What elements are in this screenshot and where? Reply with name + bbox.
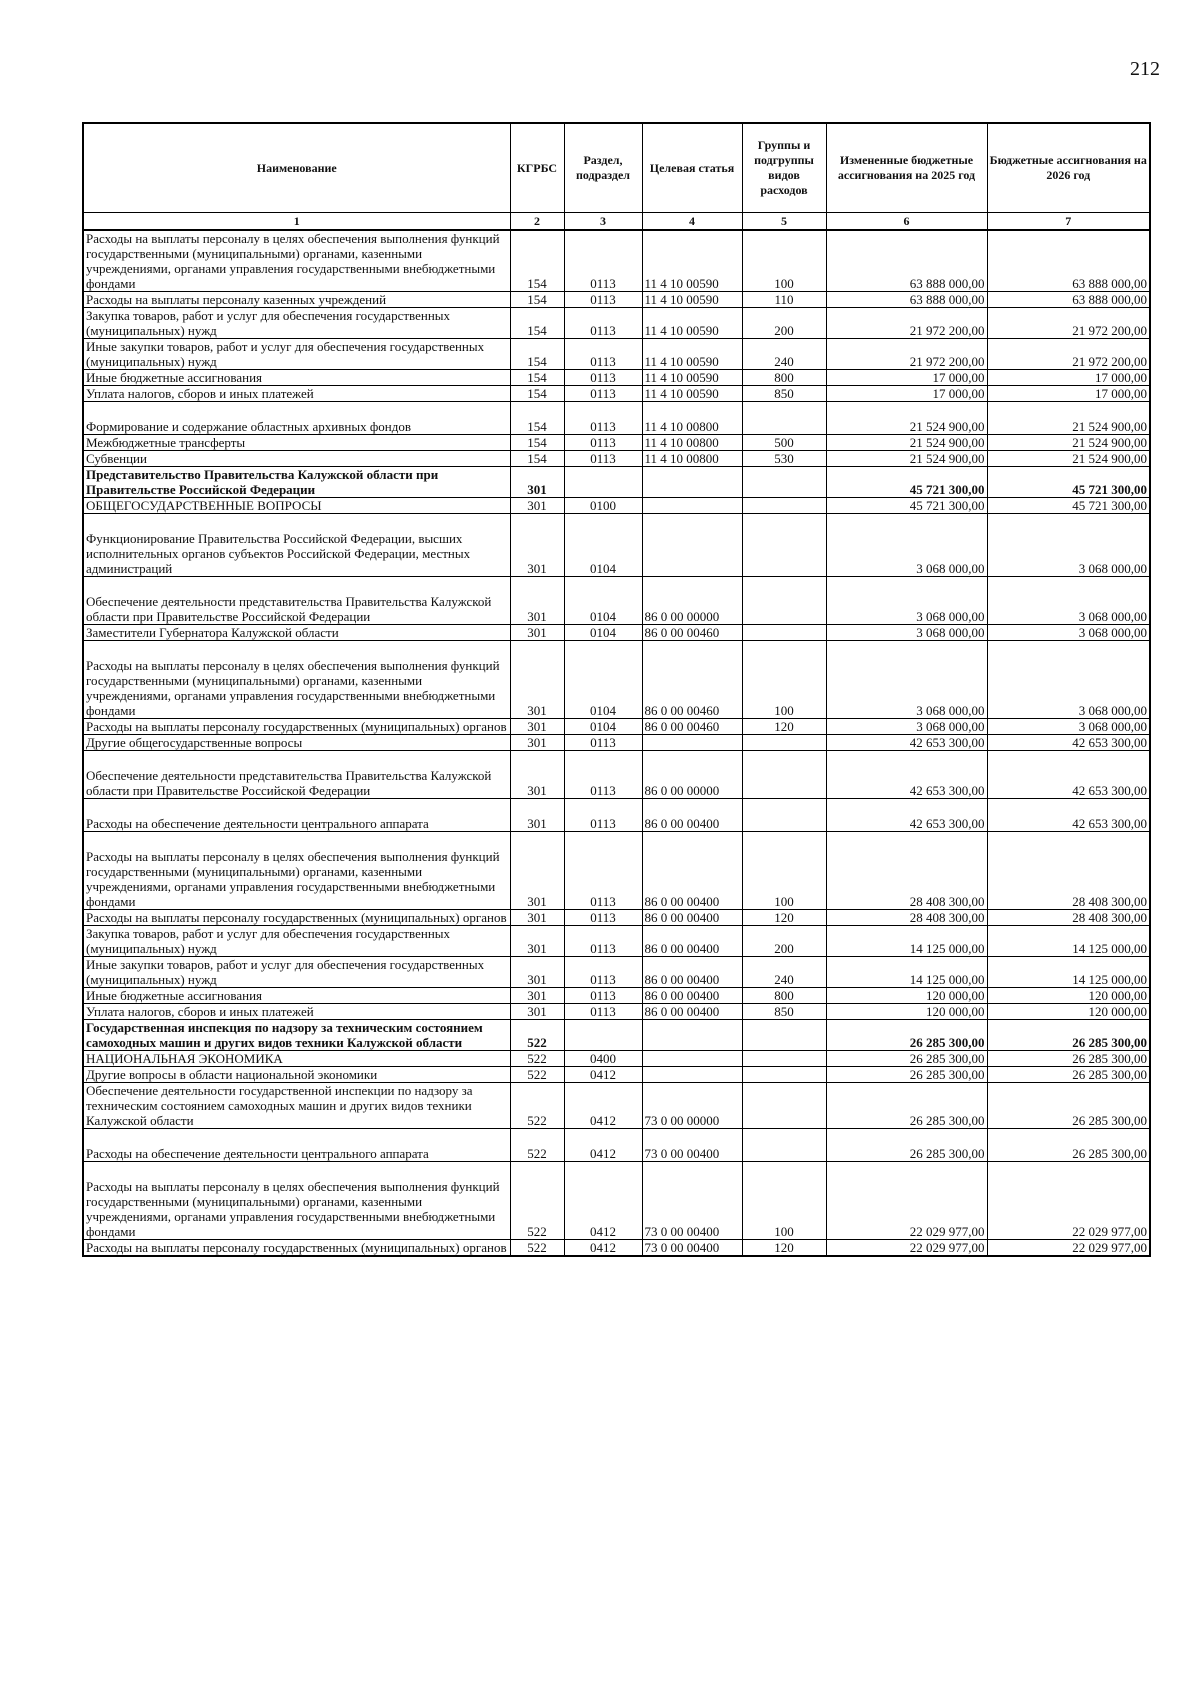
table-row (83, 230, 1150, 292)
row-target-cell: 11 4 10 00590 (642, 230, 742, 292)
row-sum-2026-cell: 26 285 300,00 (987, 1129, 1150, 1162)
table-row (83, 339, 1150, 370)
table-row (83, 832, 1150, 910)
row-sum-2025-cell: 26 285 300,00 (826, 1067, 987, 1083)
table-row (83, 402, 1150, 435)
row-kgrbs-cell: 154 (510, 402, 564, 435)
row-group-cell: 120 (742, 1240, 826, 1257)
row-sum-2026-cell: 42 653 300,00 (987, 751, 1150, 799)
row-section-cell: 0412 (564, 1240, 642, 1257)
row-kgrbs-cell: 301 (510, 910, 564, 926)
row-kgrbs-cell: 301 (510, 625, 564, 641)
row-section-cell: 0412 (564, 1067, 642, 1083)
table-row (83, 1020, 1150, 1051)
row-sum-2025-cell: 17 000,00 (826, 370, 987, 386)
row-sum-2026-cell: 120 000,00 (987, 1004, 1150, 1020)
row-target-cell: 11 4 10 00590 (642, 308, 742, 339)
row-name-cell: Обеспечение деятельности государственной инспекции по надзору за техническим состоянием самоходных машин и других видов техники Калужской области (83, 1083, 510, 1129)
row-section-cell (564, 1020, 642, 1051)
row-name-cell: Иные закупки товаров, работ и услуг для обеспечения государственных (муниципальных) нужд (83, 957, 510, 988)
header-group: Группы и подгруппы видов расходов (742, 123, 826, 213)
row-sum-2026-cell: 21 972 200,00 (987, 339, 1150, 370)
row-group-cell (742, 625, 826, 641)
row-sum-2026-cell: 22 029 977,00 (987, 1162, 1150, 1240)
row-target-cell: 73 0 00 00400 (642, 1162, 742, 1240)
row-target-cell (642, 467, 742, 498)
row-sum-2026-cell: 26 285 300,00 (987, 1083, 1150, 1129)
row-target-cell: 86 0 00 00400 (642, 957, 742, 988)
row-target-cell: 86 0 00 00460 (642, 641, 742, 719)
row-sum-2025-cell: 42 653 300,00 (826, 735, 987, 751)
row-section-cell: 0113 (564, 292, 642, 308)
row-section-cell: 0113 (564, 1004, 642, 1020)
row-kgrbs-cell: 301 (510, 641, 564, 719)
table-row (83, 1083, 1150, 1129)
table-row (83, 735, 1150, 751)
header-sum-2026: Бюджетные ассигнования на 2026 год (987, 123, 1150, 213)
row-sum-2025-cell: 17 000,00 (826, 386, 987, 402)
header-target: Целевая статья (642, 123, 742, 213)
row-kgrbs-cell: 301 (510, 577, 564, 625)
row-section-cell: 0113 (564, 957, 642, 988)
row-target-cell: 86 0 00 00400 (642, 1004, 742, 1020)
table-row (83, 625, 1150, 641)
row-sum-2026-cell: 17 000,00 (987, 370, 1150, 386)
row-sum-2026-cell: 26 285 300,00 (987, 1051, 1150, 1067)
row-name-cell: Иные бюджетные ассигнования (83, 988, 510, 1004)
row-target-cell (642, 1020, 742, 1051)
table-row (83, 1004, 1150, 1020)
row-kgrbs-cell: 154 (510, 370, 564, 386)
row-target-cell: 11 4 10 00590 (642, 370, 742, 386)
row-section-cell: 0412 (564, 1129, 642, 1162)
row-group-cell: 240 (742, 339, 826, 370)
row-group-cell: 240 (742, 957, 826, 988)
row-group-cell: 200 (742, 308, 826, 339)
header-row (83, 123, 1150, 213)
row-name-cell: Функционирование Правительства Российской Федерации, высших исполнительных органов субъектов Российской Федерации, местных администраций (83, 514, 510, 577)
row-group-cell (742, 735, 826, 751)
row-sum-2025-cell: 63 888 000,00 (826, 292, 987, 308)
row-target-cell: 86 0 00 00460 (642, 625, 742, 641)
row-target-cell: 11 4 10 00800 (642, 435, 742, 451)
row-name-cell: Субвенции (83, 451, 510, 467)
row-kgrbs-cell: 154 (510, 451, 564, 467)
column-number-row (83, 213, 1150, 231)
row-kgrbs-cell: 301 (510, 799, 564, 832)
row-group-cell (742, 1020, 826, 1051)
row-sum-2025-cell: 21 524 900,00 (826, 451, 987, 467)
row-group-cell: 850 (742, 386, 826, 402)
header-sum-2025: Измененные бюджетные ассигнования на 2025 год (826, 123, 987, 213)
row-kgrbs-cell: 301 (510, 751, 564, 799)
row-sum-2025-cell: 28 408 300,00 (826, 832, 987, 910)
row-section-cell: 0412 (564, 1162, 642, 1240)
row-kgrbs-cell: 301 (510, 719, 564, 735)
row-name-cell: Расходы на выплаты персоналу государственных (муниципальных) органов (83, 719, 510, 735)
row-section-cell: 0104 (564, 577, 642, 625)
row-sum-2026-cell: 22 029 977,00 (987, 1240, 1150, 1257)
row-name-cell: Государственная инспекция по надзору за техническим состоянием самоходных машин и других видов техники Калужской области (83, 1020, 510, 1051)
row-sum-2026-cell: 21 524 900,00 (987, 435, 1150, 451)
row-group-cell (742, 498, 826, 514)
table-row (83, 719, 1150, 735)
row-name-cell: Заместители Губернатора Калужской области (83, 625, 510, 641)
row-section-cell: 0113 (564, 435, 642, 451)
row-target-cell: 86 0 00 00400 (642, 910, 742, 926)
row-section-cell: 0113 (564, 339, 642, 370)
row-name-cell: Другие вопросы в области национальной экономики (83, 1067, 510, 1083)
table-body (83, 230, 1150, 1256)
row-sum-2026-cell: 42 653 300,00 (987, 735, 1150, 751)
row-section-cell: 0113 (564, 735, 642, 751)
row-sum-2025-cell: 3 068 000,00 (826, 514, 987, 577)
row-section-cell (564, 467, 642, 498)
row-section-cell: 0113 (564, 402, 642, 435)
row-sum-2025-cell: 3 068 000,00 (826, 625, 987, 641)
row-name-cell: Иные закупки товаров, работ и услуг для обеспечения государственных (муниципальных) нужд (83, 339, 510, 370)
row-name-cell: Расходы на обеспечение деятельности центрального аппарата (83, 799, 510, 832)
row-kgrbs-cell: 154 (510, 308, 564, 339)
header-name: Наименование (83, 123, 510, 213)
row-section-cell: 0113 (564, 370, 642, 386)
table-row (83, 514, 1150, 577)
table-row (83, 451, 1150, 467)
row-group-cell: 800 (742, 370, 826, 386)
table-row (83, 467, 1150, 498)
column-number: 4 (642, 213, 742, 231)
row-group-cell (742, 799, 826, 832)
table-row (83, 957, 1150, 988)
row-sum-2025-cell: 3 068 000,00 (826, 577, 987, 625)
table-row (83, 435, 1150, 451)
row-target-cell: 73 0 00 00400 (642, 1240, 742, 1257)
row-target-cell: 11 4 10 00800 (642, 451, 742, 467)
row-group-cell: 100 (742, 641, 826, 719)
row-sum-2026-cell: 3 068 000,00 (987, 577, 1150, 625)
row-sum-2026-cell: 17 000,00 (987, 386, 1150, 402)
row-sum-2025-cell: 26 285 300,00 (826, 1083, 987, 1129)
row-name-cell: Формирование и содержание областных архивных фондов (83, 402, 510, 435)
row-name-cell: Расходы на выплаты персоналу в целях обеспечения выполнения функций государственными (муниципальными) органами, казенными учреждениями, органами управления государственными внебюджетными фондами (83, 832, 510, 910)
row-name-cell: Межбюджетные трансферты (83, 435, 510, 451)
header-section: Раздел, подраздел (564, 123, 642, 213)
row-target-cell: 86 0 00 00400 (642, 988, 742, 1004)
row-sum-2026-cell: 26 285 300,00 (987, 1067, 1150, 1083)
row-sum-2025-cell: 120 000,00 (826, 988, 987, 1004)
row-sum-2026-cell: 21 524 900,00 (987, 451, 1150, 467)
row-group-cell: 850 (742, 1004, 826, 1020)
row-group-cell (742, 402, 826, 435)
table-row (83, 386, 1150, 402)
row-kgrbs-cell: 301 (510, 988, 564, 1004)
row-sum-2025-cell: 14 125 000,00 (826, 926, 987, 957)
row-kgrbs-cell: 301 (510, 1004, 564, 1020)
row-kgrbs-cell: 522 (510, 1067, 564, 1083)
row-target-cell (642, 1067, 742, 1083)
row-name-cell: Расходы на выплаты персоналу государственных (муниципальных) органов (83, 910, 510, 926)
row-target-cell: 11 4 10 00800 (642, 402, 742, 435)
row-kgrbs-cell: 154 (510, 292, 564, 308)
row-sum-2026-cell: 120 000,00 (987, 988, 1150, 1004)
row-name-cell: Обеспечение деятельности представительства Правительства Калужской области при Правительстве Российской Федерации (83, 751, 510, 799)
row-group-cell: 100 (742, 832, 826, 910)
row-name-cell: Уплата налогов, сборов и иных платежей (83, 1004, 510, 1020)
row-section-cell: 0113 (564, 799, 642, 832)
row-target-cell (642, 735, 742, 751)
row-section-cell: 0113 (564, 926, 642, 957)
row-section-cell: 0113 (564, 230, 642, 292)
row-sum-2026-cell: 14 125 000,00 (987, 957, 1150, 988)
row-group-cell (742, 577, 826, 625)
row-group-cell: 800 (742, 988, 826, 1004)
row-sum-2026-cell: 45 721 300,00 (987, 467, 1150, 498)
row-group-cell (742, 1083, 826, 1129)
row-section-cell: 0113 (564, 832, 642, 910)
row-name-cell: Другие общегосударственные вопросы (83, 735, 510, 751)
row-sum-2025-cell: 26 285 300,00 (826, 1051, 987, 1067)
row-group-cell: 100 (742, 230, 826, 292)
row-sum-2025-cell: 42 653 300,00 (826, 751, 987, 799)
row-kgrbs-cell: 154 (510, 435, 564, 451)
row-sum-2025-cell: 3 068 000,00 (826, 641, 987, 719)
row-sum-2025-cell: 21 524 900,00 (826, 402, 987, 435)
row-section-cell: 0104 (564, 625, 642, 641)
row-kgrbs-cell: 154 (510, 339, 564, 370)
row-section-cell: 0113 (564, 386, 642, 402)
row-sum-2025-cell: 26 285 300,00 (826, 1020, 987, 1051)
row-sum-2025-cell: 42 653 300,00 (826, 799, 987, 832)
row-target-cell: 73 0 00 00000 (642, 1083, 742, 1129)
row-section-cell: 0400 (564, 1051, 642, 1067)
row-target-cell: 86 0 00 00000 (642, 577, 742, 625)
row-sum-2025-cell: 21 524 900,00 (826, 435, 987, 451)
row-sum-2025-cell: 120 000,00 (826, 1004, 987, 1020)
row-target-cell: 86 0 00 00000 (642, 751, 742, 799)
table-row (83, 1067, 1150, 1083)
row-kgrbs-cell: 522 (510, 1051, 564, 1067)
row-section-cell: 0104 (564, 514, 642, 577)
row-target-cell (642, 498, 742, 514)
row-target-cell: 73 0 00 00400 (642, 1129, 742, 1162)
row-sum-2026-cell: 21 972 200,00 (987, 308, 1150, 339)
row-target-cell (642, 1051, 742, 1067)
table-row (83, 1051, 1150, 1067)
row-sum-2026-cell: 3 068 000,00 (987, 625, 1150, 641)
row-section-cell: 0113 (564, 751, 642, 799)
table-row (83, 292, 1150, 308)
row-sum-2025-cell: 3 068 000,00 (826, 719, 987, 735)
row-kgrbs-cell: 301 (510, 514, 564, 577)
page-number: 212 (1130, 58, 1160, 80)
row-name-cell: Расходы на выплаты персоналу в целях обеспечения выполнения функций государственными (муниципальными) органами, казенными учреждениями, органами управления государственными внебюджетными фондами (83, 1162, 510, 1240)
table-row (83, 577, 1150, 625)
budget-table (82, 122, 1151, 1257)
row-kgrbs-cell: 301 (510, 735, 564, 751)
row-section-cell: 0113 (564, 308, 642, 339)
row-sum-2026-cell: 3 068 000,00 (987, 719, 1150, 735)
row-sum-2026-cell: 42 653 300,00 (987, 799, 1150, 832)
row-name-cell: Иные бюджетные ассигнования (83, 370, 510, 386)
row-target-cell (642, 514, 742, 577)
row-name-cell: Расходы на выплаты персоналу казенных учреждений (83, 292, 510, 308)
row-sum-2026-cell: 45 721 300,00 (987, 498, 1150, 514)
row-kgrbs-cell: 154 (510, 386, 564, 402)
row-name-cell: Закупка товаров, работ и услуг для обеспечения государственных (муниципальных) нужд (83, 308, 510, 339)
row-name-cell: Расходы на обеспечение деятельности центрального аппарата (83, 1129, 510, 1162)
column-number: 3 (564, 213, 642, 231)
table-row (83, 988, 1150, 1004)
row-name-cell: Расходы на выплаты персоналу в целях обеспечения выполнения функций государственными (муниципальными) органами, казенными учреждениями, органами управления государственными внебюджетными фондами (83, 641, 510, 719)
row-kgrbs-cell: 301 (510, 467, 564, 498)
row-kgrbs-cell: 522 (510, 1020, 564, 1051)
row-section-cell: 0412 (564, 1083, 642, 1129)
row-target-cell: 11 4 10 00590 (642, 386, 742, 402)
column-number: 1 (83, 213, 510, 231)
row-sum-2026-cell: 63 888 000,00 (987, 292, 1150, 308)
row-sum-2025-cell: 45 721 300,00 (826, 467, 987, 498)
row-name-cell: Расходы на выплаты персоналу государственных (муниципальных) органов (83, 1240, 510, 1257)
row-section-cell: 0113 (564, 451, 642, 467)
table-row (83, 1240, 1150, 1257)
table-row (83, 751, 1150, 799)
row-sum-2025-cell: 28 408 300,00 (826, 910, 987, 926)
row-name-cell: Расходы на выплаты персоналу в целях обеспечения выполнения функций государственными (муниципальными) органами, казенными учреждениями, органами управления государственными внебюджетными фондами (83, 230, 510, 292)
row-sum-2026-cell: 3 068 000,00 (987, 641, 1150, 719)
row-section-cell: 0104 (564, 719, 642, 735)
row-group-cell: 530 (742, 451, 826, 467)
row-target-cell: 11 4 10 00590 (642, 339, 742, 370)
table-row (83, 308, 1150, 339)
table-row (83, 799, 1150, 832)
column-number: 5 (742, 213, 826, 231)
row-sum-2026-cell: 3 068 000,00 (987, 514, 1150, 577)
table-row (83, 370, 1150, 386)
row-name-cell: ОБЩЕГОСУДАРСТВЕННЫЕ ВОПРОСЫ (83, 498, 510, 514)
table-row (83, 641, 1150, 719)
table-row (83, 910, 1150, 926)
row-sum-2025-cell: 63 888 000,00 (826, 230, 987, 292)
row-target-cell: 86 0 00 00400 (642, 926, 742, 957)
row-sum-2026-cell: 28 408 300,00 (987, 910, 1150, 926)
row-sum-2025-cell: 22 029 977,00 (826, 1240, 987, 1257)
row-kgrbs-cell: 301 (510, 957, 564, 988)
row-target-cell: 86 0 00 00400 (642, 799, 742, 832)
table-row (83, 1129, 1150, 1162)
header-kgrbs: КГРБС (510, 123, 564, 213)
row-sum-2026-cell: 14 125 000,00 (987, 926, 1150, 957)
row-target-cell: 11 4 10 00590 (642, 292, 742, 308)
row-sum-2025-cell: 21 972 200,00 (826, 308, 987, 339)
row-section-cell: 0113 (564, 988, 642, 1004)
row-kgrbs-cell: 522 (510, 1162, 564, 1240)
row-kgrbs-cell: 301 (510, 926, 564, 957)
row-group-cell (742, 751, 826, 799)
row-sum-2025-cell: 14 125 000,00 (826, 957, 987, 988)
row-group-cell (742, 467, 826, 498)
row-group-cell: 500 (742, 435, 826, 451)
row-sum-2026-cell: 26 285 300,00 (987, 1020, 1150, 1051)
row-group-cell (742, 514, 826, 577)
row-target-cell: 86 0 00 00460 (642, 719, 742, 735)
row-sum-2026-cell: 21 524 900,00 (987, 402, 1150, 435)
table-row (83, 1162, 1150, 1240)
column-number: 2 (510, 213, 564, 231)
row-kgrbs-cell: 301 (510, 498, 564, 514)
row-kgrbs-cell: 522 (510, 1083, 564, 1129)
row-name-cell: НАЦИОНАЛЬНАЯ ЭКОНОМИКА (83, 1051, 510, 1067)
row-name-cell: Обеспечение деятельности представительства Правительства Калужской области при Правительстве Российской Федерации (83, 577, 510, 625)
row-name-cell: Уплата налогов, сборов и иных платежей (83, 386, 510, 402)
row-sum-2025-cell: 45 721 300,00 (826, 498, 987, 514)
table-row (83, 926, 1150, 957)
column-number: 7 (987, 213, 1150, 231)
table-row (83, 498, 1150, 514)
row-sum-2025-cell: 21 972 200,00 (826, 339, 987, 370)
row-sum-2026-cell: 63 888 000,00 (987, 230, 1150, 292)
row-kgrbs-cell: 522 (510, 1129, 564, 1162)
row-target-cell: 86 0 00 00400 (642, 832, 742, 910)
row-group-cell: 110 (742, 292, 826, 308)
column-number: 6 (826, 213, 987, 231)
row-group-cell (742, 1051, 826, 1067)
row-sum-2026-cell: 28 408 300,00 (987, 832, 1150, 910)
row-section-cell: 0100 (564, 498, 642, 514)
row-kgrbs-cell: 301 (510, 832, 564, 910)
row-sum-2025-cell: 26 285 300,00 (826, 1129, 987, 1162)
row-group-cell: 120 (742, 910, 826, 926)
row-kgrbs-cell: 154 (510, 230, 564, 292)
row-group-cell (742, 1067, 826, 1083)
row-sum-2025-cell: 22 029 977,00 (826, 1162, 987, 1240)
row-kgrbs-cell: 522 (510, 1240, 564, 1257)
row-name-cell: Представительство Правительства Калужской области при Правительстве Российской Федерации (83, 467, 510, 498)
row-group-cell: 100 (742, 1162, 826, 1240)
row-name-cell: Закупка товаров, работ и услуг для обеспечения государственных (муниципальных) нужд (83, 926, 510, 957)
row-group-cell (742, 1129, 826, 1162)
row-section-cell: 0104 (564, 641, 642, 719)
row-group-cell: 200 (742, 926, 826, 957)
row-group-cell: 120 (742, 719, 826, 735)
row-section-cell: 0113 (564, 910, 642, 926)
